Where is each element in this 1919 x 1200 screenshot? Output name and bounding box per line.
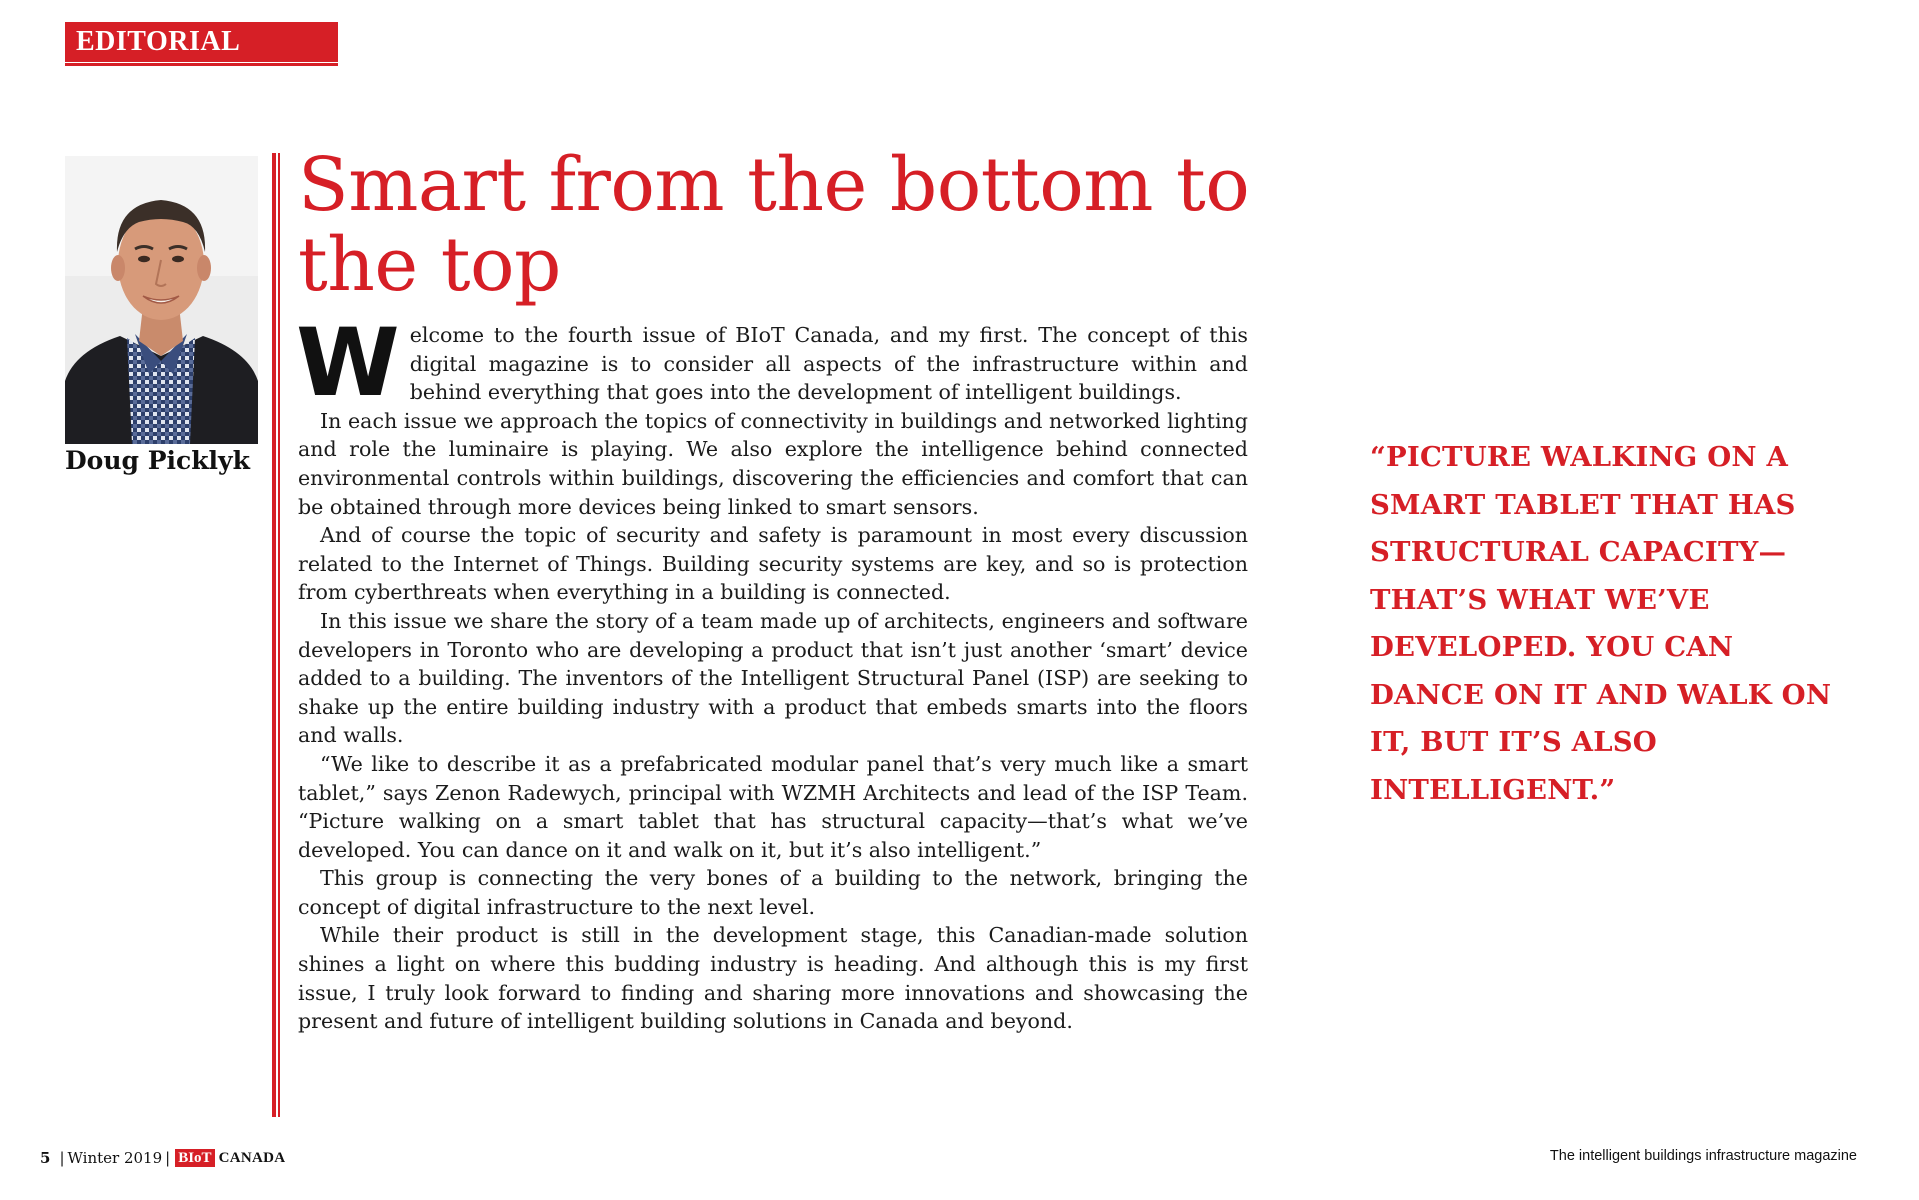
article-paragraph: In each issue we approach the topics of connectivity in buildings and networked lighting and role the luminaire is playing. We also explore the intelligence behind connected environmental controls within buildings, discovering the efficiencies and comfort that can be obtained through more devices being linked to smart sensors.	[298, 408, 1248, 519]
article-paragraph-text: elcome to the fourth issue of BIoT Canada, and my first. The concept of this digital magazine is to consider all aspects of the infrastructure within and behind everything that goes into the development of intelligent buildings.	[409, 323, 1248, 405]
page-number: 5	[40, 1149, 51, 1167]
footer-separator: |	[165, 1149, 171, 1167]
issue-label: Winter 2019	[67, 1149, 163, 1167]
article-body	[296, 309, 1248, 1036]
article-paragraph	[296, 309, 1248, 418]
article-paragraph: “We like to describe it as a prefabricated modular panel that’s very much like a smart tablet,” says Zenon Radewych, principal with WZMH Architects and lead of the ISP Team. “Picture walking on a smart tablet that has structural capacity—that’s what we’ve developed. You can dance on it and walk on it, but it’s also intelligent.”	[298, 751, 1248, 862]
article-paragraph: While their product is still in the development stage, this Canadian-made solution shines a light on where this budding industry is heading. And although this is my first issue, I truly look forward to finding and sharing more innovations and showcasing the present and future of intelligent building solutions in Canada and beyond.	[298, 923, 1248, 1034]
article-paragraph: In this issue we share the story of a team made up of architects, engineers and software developers in Toronto who are developing a product that isn’t just another ‘smart’ device added to a building. The inventors of the Intelligent Structural Panel (ISP) are seeking to shake up the entire building industry with a product that embeds smarts into the floors and walls.	[298, 608, 1248, 748]
brand-logo-box: BIoT	[175, 1149, 214, 1167]
article-paragraph: And of course the topic of security and safety is paramount in most every discussion related to the Internet of Things. Building security systems are key, and so is protection from cyberthreats when everything in a building is connected.	[298, 523, 1248, 605]
section-underline	[65, 63, 338, 66]
author-photo	[65, 156, 258, 444]
footer-separator: |	[59, 1149, 65, 1167]
author-portrait-illustration	[65, 156, 258, 444]
pull-quote: “PICTURE WALKING ON A SMART TABLET THAT HAS STRUCTURAL CAPACITY—THAT’S WHAT WE’VE DEVELOPED. YOU CAN DANCE ON IT AND WALK ON IT, BUT IT’S ALSO INTELLIGENT.”	[1370, 441, 1832, 806]
author-name: Doug Picklyk	[65, 446, 250, 475]
article-title: Smart from the bottom to the top	[298, 142, 1250, 308]
footer-tagline: The intelligent buildings infrastructure magazine	[1549, 1148, 1857, 1164]
brand-logo-text: CANADA	[218, 1149, 286, 1166]
section-label: EDITORIAL	[65, 22, 338, 62]
article-paragraph: This group is connecting the very bones of a building to the network, bringing the concept of digital infrastructure to the next level.	[298, 866, 1248, 919]
drop-cap: W	[296, 309, 400, 418]
footer-folio	[40, 1148, 285, 1168]
vertical-divider	[272, 153, 280, 1117]
